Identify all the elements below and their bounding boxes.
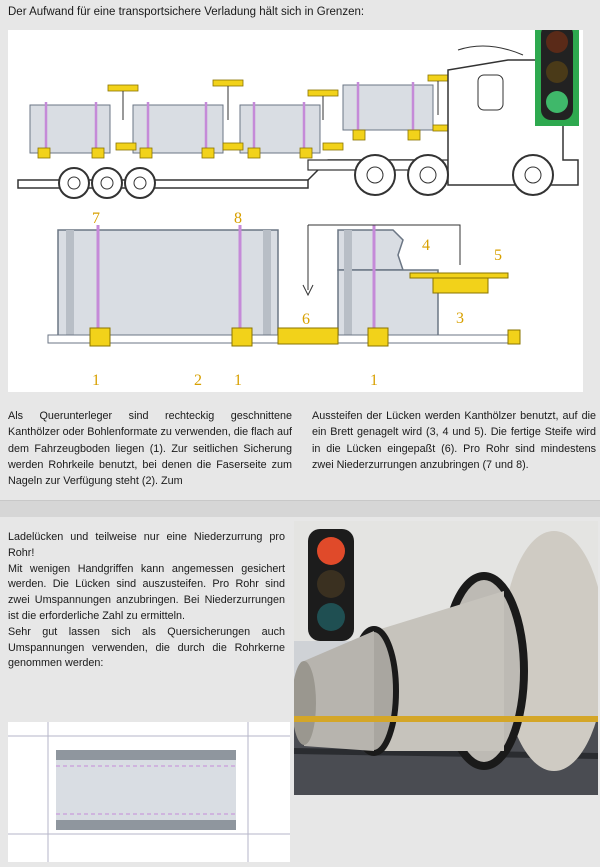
lower-text-block [8, 530, 285, 672]
marker-1c: 1 [370, 372, 378, 389]
marker-3: 3 [456, 310, 464, 327]
marker-1a: 1 [92, 372, 100, 389]
paragraph-left: Als Querunterleger sind rechteckig geschnittene Kanthölzer oder Bohlenformate zu verwenden, die flach auf dem Fahrzeugboden liegen (1). Zur seitlichen Sicherung werden Rohrkeile benutzt, bei denen die Faserseite zum Nageln zur Verfügung steht (2). Zum [8, 410, 292, 488]
detail-diagram [48, 225, 520, 346]
marker-5: 5 [494, 247, 502, 264]
marker-4: 4 [422, 237, 430, 254]
lower-line-3: Sehr gut lassen sich als Quersicherungen auch Umspannungen verwenden, die durch die Rohrkerne genommen werden: [8, 625, 285, 670]
loading-diagram-panel [8, 30, 583, 392]
trailer-wheels [59, 168, 155, 198]
marker-2: 2 [194, 372, 202, 389]
section-divider [0, 500, 600, 517]
pipes-photo [294, 521, 598, 795]
marker-1b: 1 [234, 372, 242, 389]
traffic-light-red-icon [308, 529, 354, 641]
marker-8: 8 [234, 210, 242, 227]
page-heading: Der Aufwand für eine transportsichere Verladung hält sich in Grenzen: [8, 6, 365, 18]
lower-line-1: Ladelücken und teilweise nur eine Niederzurrung pro Rohr! [8, 531, 285, 559]
lower-line-2: Mit wenigen Handgriffen kann angemessen gesichert werden. Die Lücken sind auszusteifen. Pro Rohr sind zwei Umspannungen anzubringen. Bei Niederzurrungen ist die erforderliche Zahl zu ermitteln. [8, 562, 285, 622]
marker-6: 6 [302, 311, 310, 328]
marker-7: 7 [92, 210, 100, 227]
traffic-light-green-icon [535, 30, 579, 126]
paragraph-right: Aussteifen der Lücken werden Kanthölzer benutzt, auf die ein Brett genagelt wird (3, 4 und 5). Die fertige Steife wird in die Lücken eingepaßt (6). Pro Rohr sind mindestens zwei Niederzurrungen anzubringen (7 und 8). [312, 410, 596, 471]
truck-loading-illustration [8, 30, 583, 392]
cross-securing-diagram [8, 722, 290, 862]
